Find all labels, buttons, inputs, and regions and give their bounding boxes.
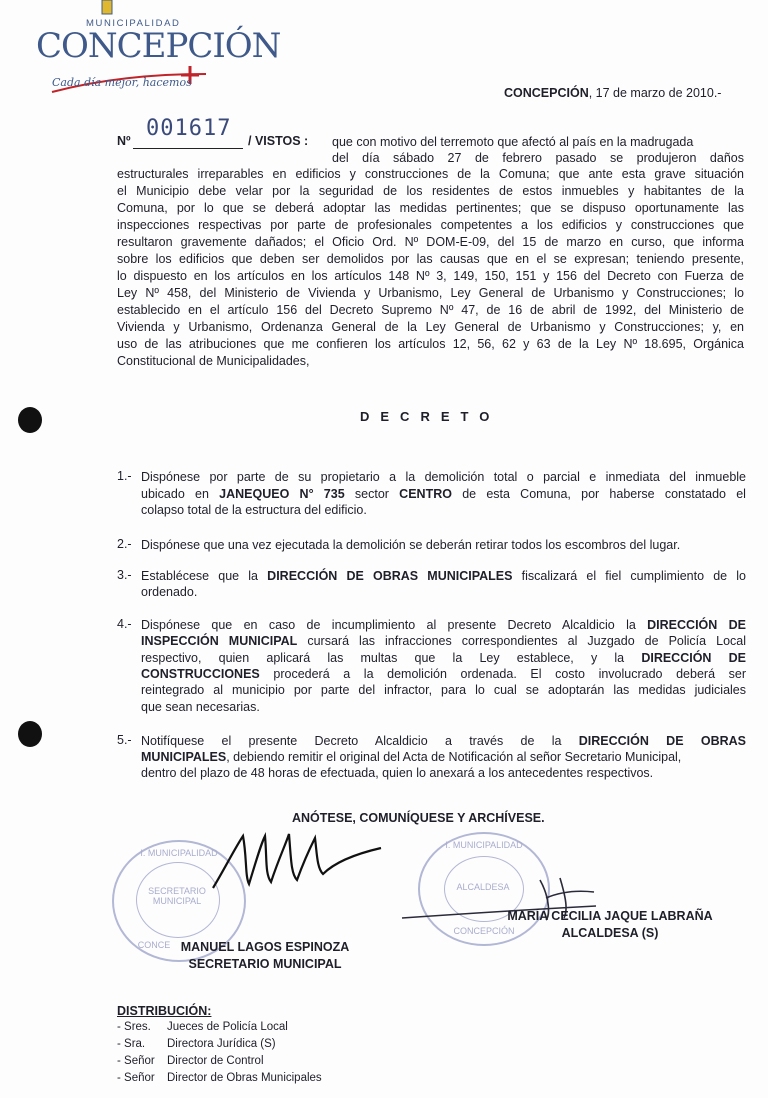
punch-hole (18, 721, 42, 747)
vistos-line: lo dispuesto en los artículos en los artículos 148 Nº 3, 149, 150, 151 y 156 del Decreto con Fuerza de (117, 269, 744, 283)
decree-number-label: Nº (117, 134, 131, 148)
vistos-line: establecido en el artículo 156 del Decreto Supremo Nº 47, de 16 de abril de 1992, del Ministerio de (117, 303, 744, 317)
distribution-row: - Señor Director de Obras Municipales (117, 1072, 322, 1084)
seal-inner-text: ALCALDESA (456, 882, 510, 892)
logo-concepcion-text: CONCEPCIÓN (36, 26, 281, 66)
distribution-row: - Sra. Directora Jurídica (S) (117, 1038, 276, 1050)
seal-top-text: I. MUNICIPALIDAD (445, 840, 523, 850)
date-city: CONCEPCIÓN (504, 86, 589, 100)
item-number: 3.- (117, 568, 132, 582)
date-text: , 17 de marzo de 2010.- (588, 86, 722, 100)
vistos-line: Constitucional de Municipalidades, (117, 354, 310, 368)
number-underline (133, 148, 243, 149)
vistos-line: uso de las atribuciones que me confieren los artículos 12, 56, 62 y 63 de la Ley Nº 18.695, Orgánica (117, 337, 744, 351)
decreto-heading: DECRETO (360, 409, 501, 424)
secretary-role: SECRETARIO MUNICIPAL (188, 957, 342, 971)
vistos-line: que con motivo del terremoto que afectó al país en la madrugada (332, 135, 694, 149)
vistos-line: inspecciones respectivas por parte de profesionales competentes a los edificios y construcciones que (117, 218, 744, 232)
distribution-row: - Señor Director de Control (117, 1055, 264, 1067)
seal-top-text: I. MUNICIPALIDAD (140, 848, 218, 858)
item-4-line: respectivo, quien aplicará las multas que la Ley establece, y la DIRECCIÓN DE (141, 651, 746, 665)
mayor-role: ALCALDESA (S) (561, 926, 659, 940)
vistos-line: Vivienda y Urbanismo, Ordenanza General de la Ley General de Urbanismo y Construcciones; y, en (117, 320, 744, 334)
seal-bottom-text: CONCE (137, 940, 171, 950)
vistos-heading: / VISTOS : (248, 134, 309, 148)
vistos-line: Ley Nº 458, del Ministerio de Vivienda y Urbanismo, Ley General de Urbanismo y Construcciones; lo (117, 286, 744, 300)
item-4-line: Dispónese que en caso de incumplimiento al presente Decreto Alcaldicio la DIRECCIÓN DE (141, 618, 746, 632)
document-date (504, 86, 721, 100)
item-4-line: que sean necesarias. (141, 700, 260, 714)
seal-bottom-text: CONCEPCIÓN (453, 926, 515, 936)
item-5-line: MUNICIPALES, debiendo remitir el original del Acta de Notificación al señor Secretario Municipal, (141, 750, 682, 764)
vistos-line: del día sábado 27 de febrero pasado se produjeron daños (332, 151, 744, 165)
distribution-row: - Sres. Jueces de Policía Local (117, 1021, 288, 1033)
vistos-line: estructurales irreparables en edificios y construcciones de la Comuna; que ante esta grave situación (117, 167, 744, 181)
vistos-line: resultaron gravemente dañados; el Oficio Ord. Nº DOM-E-09, del 15 de marzo en curso, que informa (117, 235, 744, 249)
item-1-line: Dispónese por parte de su propietario a la demolición total o parcial e inmediata del inmueble (141, 470, 746, 484)
item-number: 2.- (117, 537, 132, 551)
distribution-heading: DISTRIBUCIÓN: (117, 1004, 212, 1018)
item-2-line: Dispónese que una vez ejecutada la demolición se deberán retirar todos los escombros del lugar. (141, 538, 681, 552)
item-number: 5.- (117, 733, 132, 747)
punch-hole (18, 407, 42, 433)
mayor-name: MARÍA CECILIA JAQUE LABRAÑA (507, 909, 713, 923)
item-4-line: reintegrado al municipio por parte del infractor, para lo cual se adoptarán las medidas judiciales (141, 683, 746, 697)
vistos-line: Comuna, por lo que se deberá adoptar las medidas pertinentes; que se dispuso oportunamente las (117, 201, 744, 215)
logo-municipalidad-text: MUNICIPALIDAD (86, 18, 181, 29)
item-1-line: colapso total de la estructura del edificio. (141, 503, 367, 517)
item-number: 4.- (117, 617, 132, 631)
secretary-name: MANUEL LAGOS ESPINOZA (180, 940, 350, 954)
item-3-line: Establécese que la DIRECCIÓN DE OBRAS MUNICIPALES fiscalizará el fiel cumplimiento de lo (141, 569, 746, 583)
secretary-signature (205, 818, 405, 898)
item-4-line: INSPECCIÓN MUNICIPAL cursará las infracciones correspondientes al Juzgado de Policía Local (141, 634, 746, 648)
item-3-line: ordenado. (141, 585, 198, 599)
closing-formula: ANÓTESE, COMUNÍQUESE Y ARCHÍVESE. (292, 811, 545, 825)
item-number: 1.- (117, 469, 132, 483)
item-5-line: dentro del plazo de 48 horas de efectuada, quien lo anexará a los antecedentes respectivos. (141, 766, 654, 780)
vistos-line: sobre los edificios que deben ser demolidos por las causas que en el se expresan; teniendo presente, (117, 252, 744, 266)
item-1-line: ubicado en JANEQUEO N° 735 sector CENTRO de esta Comuna, por haberse constatado el (141, 487, 746, 501)
logo-slogan: Cada día mejor, hacemos (52, 76, 192, 89)
vistos-line: el Municipio debe velar por la seguridad de los residentes de estos inmuebles y habitantes de la (117, 184, 744, 198)
item-4-line: CONSTRUCCIONES procederá a la demolición ordenada. El costo involucrado deberá ser (141, 667, 746, 681)
decree-number: 001617 (146, 116, 232, 141)
item-5-line: Notifíquese el presente Decreto Alcaldicio a través de la DIRECCIÓN DE OBRAS (141, 734, 746, 748)
seal-inner-text: SECRETARIO MUNICIPAL (148, 886, 206, 906)
